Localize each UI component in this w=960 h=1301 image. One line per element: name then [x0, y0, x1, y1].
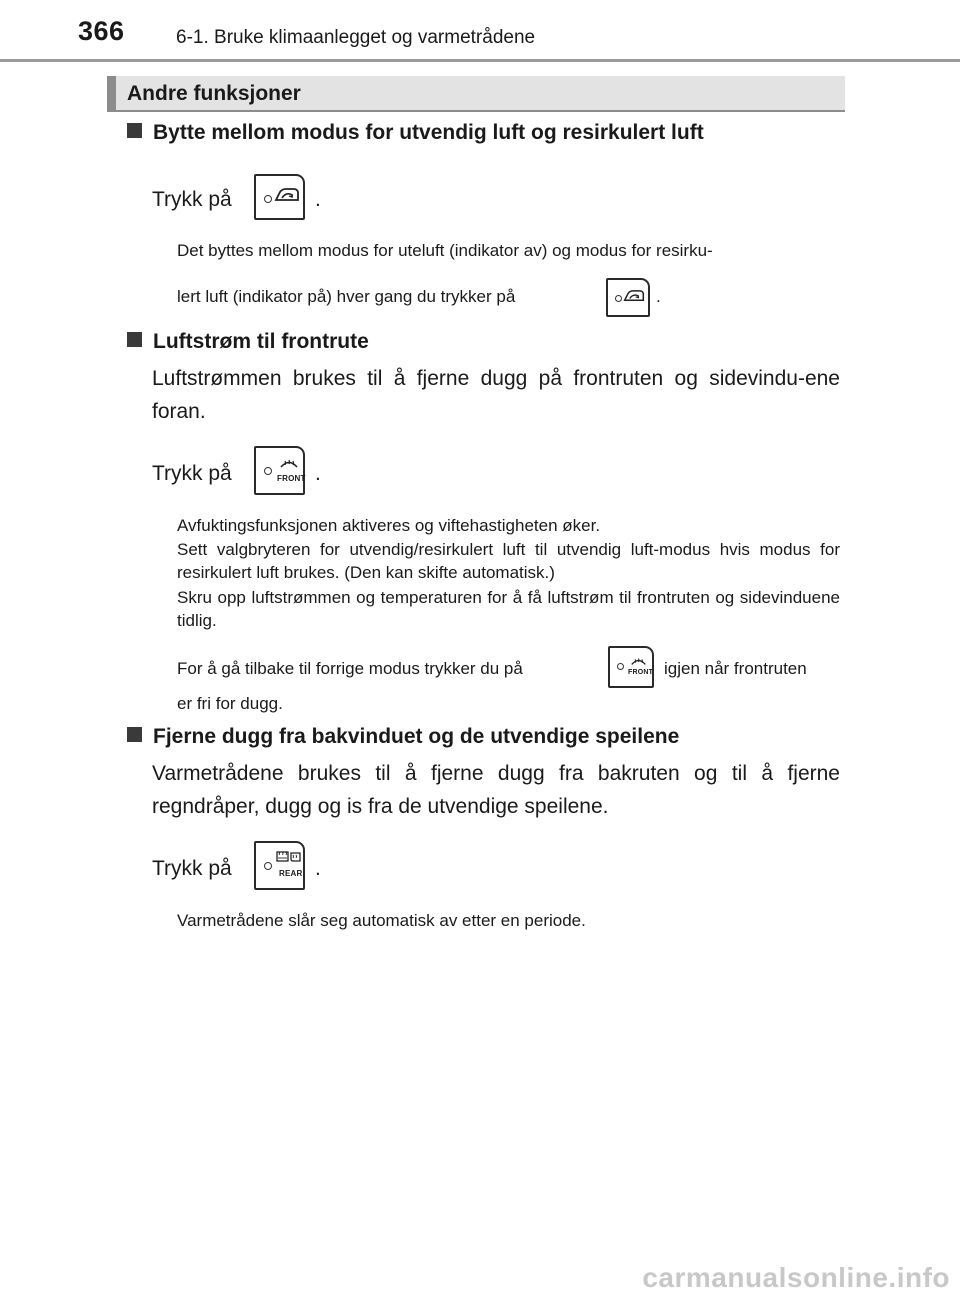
- recirc-heading: [127, 121, 704, 145]
- recirc-button-inline[interactable]: [606, 278, 650, 317]
- page-number: 366: [78, 16, 125, 46]
- rear-press-suffix: .: [315, 857, 321, 880]
- rear-heading-text: Fjerne dugg fra bakvinduet og de utvendige speilene: [153, 725, 680, 748]
- indicator-led-icon: [617, 663, 624, 670]
- bullet-square-icon: [127, 123, 142, 138]
- indicator-led-icon: [264, 195, 272, 203]
- front-press-suffix: .: [315, 462, 321, 485]
- front-defrost-button-inline[interactable]: [608, 646, 654, 688]
- front-defrost-button[interactable]: [254, 446, 305, 495]
- recirc-note-line1: Det byttes mellom modus for uteluft (indikator av) og modus for resirku-: [177, 241, 713, 260]
- air-recirculation-icon: [274, 186, 300, 204]
- recirc-note-line2-prefix: lert luft (indikator på) hver gang du trykker på: [177, 287, 516, 306]
- air-recirculation-icon: [623, 288, 645, 304]
- front-heading: [127, 330, 369, 354]
- rear-button-label: REAR: [279, 869, 303, 878]
- section-header: [107, 76, 845, 110]
- watermark: carmanualsonline.info: [642, 1262, 950, 1293]
- bullet-square-icon: [127, 332, 142, 347]
- rear-defogger-mirror-heater-icon: [276, 851, 302, 864]
- rear-heading: [127, 725, 679, 749]
- rear-note: Varmetrådene slår seg automatisk av etter en periode.: [177, 911, 586, 930]
- rear-press-prefix: Trykk på: [152, 857, 232, 880]
- front-note3: Skru opp luftstrømmen og temperaturen for å få luftstrøm til frontruten og sidevinduene tidlig.: [177, 588, 840, 630]
- windshield-defogger-icon: [279, 456, 299, 470]
- front-note2: Sett valgbryteren for utvendig/resirkulert luft til utvendig luft-modus hvis modus for resirkulert luft brukes. (Den kan skifte automatisk.): [177, 540, 840, 582]
- section-accent: [107, 76, 116, 110]
- recirc-button[interactable]: [254, 174, 305, 220]
- section-title: Andre funksjoner: [127, 82, 301, 105]
- indicator-led-icon: [615, 295, 622, 302]
- front-button-label: FRONT: [277, 474, 306, 483]
- windshield-defogger-icon: [630, 655, 647, 667]
- rear-body: Varmetrådene brukes til å fjerne dugg fra bakruten og til å fjerne regndråper, dugg og is fra de utvendige speilene.: [152, 762, 840, 818]
- front-return-prefix: For å gå tilbake til forrige modus trykker du på: [177, 659, 523, 678]
- section-divider: [107, 110, 845, 112]
- front-body: Luftstrømmen brukes til å fjerne dugg på frontruten og sidevindu-ene foran.: [152, 367, 840, 423]
- indicator-led-icon: [264, 862, 272, 870]
- rear-defrost-button[interactable]: [254, 841, 305, 890]
- header-divider: [0, 59, 960, 62]
- front-return-suffix: igjen når frontruten: [664, 659, 807, 678]
- front-note1: Avfuktingsfunksjonen aktiveres og viftehastigheten øker.: [177, 516, 601, 535]
- indicator-led-icon: [264, 467, 272, 475]
- recirc-heading-text: Bytte mellom modus for utvendig luft og resirkulert luft: [153, 121, 704, 144]
- bullet-square-icon: [127, 727, 142, 742]
- chapter-title: 6-1. Bruke klimaanlegget og varmetrådene: [176, 27, 536, 48]
- front-press-prefix: Trykk på: [152, 462, 232, 485]
- recirc-press-prefix: Trykk på: [152, 188, 232, 211]
- front-heading-text: Luftstrøm til frontrute: [153, 330, 369, 353]
- front-return-line2: er fri for dugg.: [177, 694, 283, 713]
- recirc-press-suffix: .: [315, 188, 321, 211]
- recirc-note-line2-suffix: .: [656, 287, 661, 306]
- front-button-label: FRONT: [628, 669, 654, 676]
